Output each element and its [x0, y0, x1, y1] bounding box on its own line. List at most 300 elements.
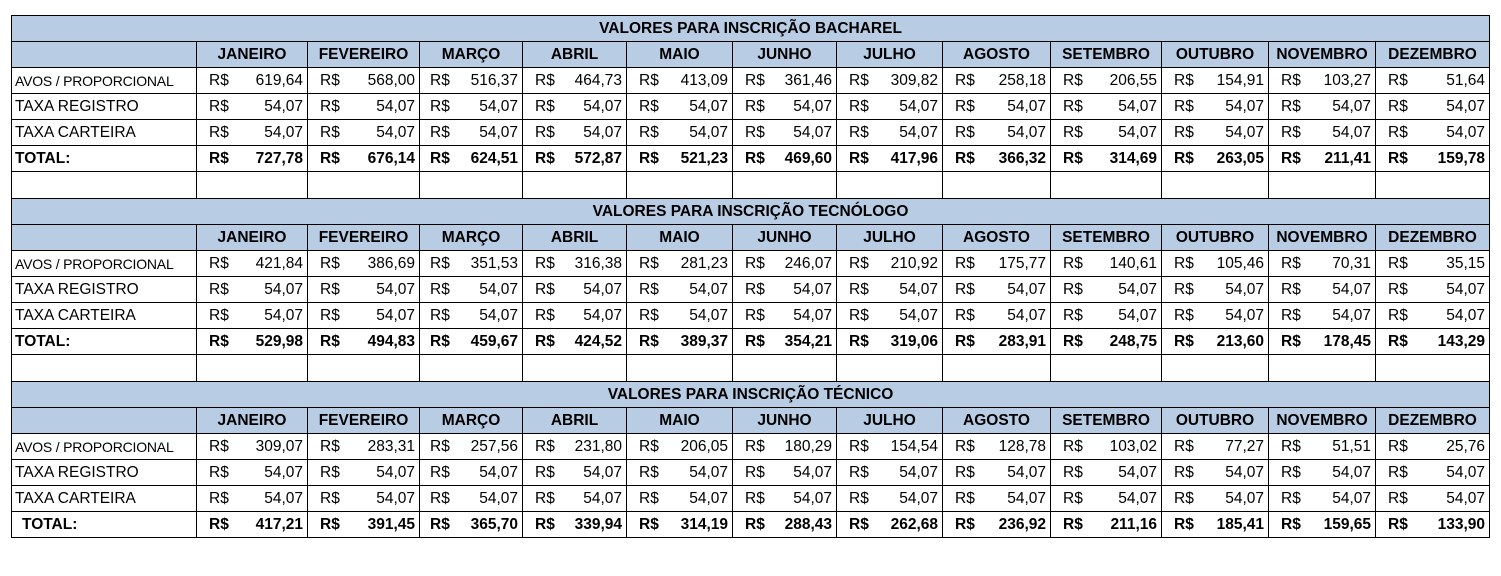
- value-cell[interactable]: [1376, 303, 1490, 329]
- currency-symbol: R$: [849, 71, 869, 89]
- amount: 258,18: [998, 71, 1046, 89]
- value-cell[interactable]: [197, 460, 308, 486]
- total-value-cell[interactable]: [1051, 329, 1162, 355]
- currency-symbol: R$: [1281, 332, 1301, 350]
- value-cell[interactable]: [420, 486, 523, 512]
- amount: 354,21: [784, 332, 832, 350]
- fee-row: [12, 94, 1490, 120]
- value-cell[interactable]: [1269, 120, 1376, 146]
- empty-cell[interactable]: [733, 172, 837, 199]
- value-cell[interactable]: [943, 303, 1051, 329]
- currency-symbol: R$: [430, 280, 450, 298]
- total-value-cell[interactable]: [523, 512, 627, 538]
- value-cell[interactable]: [943, 94, 1051, 120]
- value-cell[interactable]: [1162, 277, 1269, 303]
- amount: 54,07: [479, 123, 518, 141]
- value-cell[interactable]: [627, 68, 733, 94]
- amount: 314,69: [1109, 149, 1157, 167]
- currency-symbol: R$: [209, 306, 229, 324]
- value-cell[interactable]: [627, 434, 733, 460]
- amount: 143,29: [1437, 332, 1486, 350]
- amount: 175,77: [998, 254, 1046, 272]
- currency-symbol: R$: [745, 306, 765, 324]
- amount: 521,23: [680, 149, 728, 167]
- amount: 339,94: [574, 515, 622, 533]
- value-cell[interactable]: [308, 486, 420, 512]
- value-cell[interactable]: [523, 434, 627, 460]
- currency-symbol: R$: [209, 71, 229, 89]
- month-header: JANEIRO: [197, 408, 308, 434]
- currency-symbol: R$: [209, 254, 229, 272]
- currency-symbol: R$: [209, 515, 229, 533]
- amount: 54,07: [479, 97, 518, 115]
- amount: 529,98: [255, 332, 303, 350]
- empty-cell[interactable]: [420, 172, 523, 199]
- currency-symbol: R$: [320, 463, 340, 481]
- value-cell[interactable]: [1162, 120, 1269, 146]
- value-cell[interactable]: [1376, 68, 1490, 94]
- value-cell[interactable]: [523, 303, 627, 329]
- currency-symbol: R$: [1281, 149, 1301, 167]
- currency-symbol: R$: [209, 123, 229, 141]
- currency-symbol: R$: [535, 123, 555, 141]
- amount: 361,46: [784, 71, 832, 89]
- amount: 133,90: [1437, 515, 1486, 533]
- month-header-row: [12, 225, 1490, 251]
- currency-symbol: R$: [1063, 254, 1083, 272]
- value-cell[interactable]: [1051, 486, 1162, 512]
- value-cell[interactable]: [197, 486, 308, 512]
- value-cell[interactable]: [1162, 460, 1269, 486]
- currency-symbol: R$: [535, 254, 555, 272]
- value-cell[interactable]: [733, 251, 837, 277]
- amount: 213,60: [1216, 332, 1264, 350]
- fee-row: [12, 251, 1490, 277]
- value-cell[interactable]: [523, 120, 627, 146]
- currency-symbol: R$: [209, 437, 229, 455]
- value-cell[interactable]: [837, 120, 943, 146]
- total-value-cell[interactable]: [627, 512, 733, 538]
- month-header: MARÇO: [420, 408, 523, 434]
- currency-symbol: R$: [430, 515, 450, 533]
- value-cell[interactable]: [523, 460, 627, 486]
- total-value-cell[interactable]: [1051, 146, 1162, 172]
- currency-symbol: R$: [745, 254, 765, 272]
- empty-cell[interactable]: [733, 355, 837, 382]
- currency-symbol: R$: [209, 149, 229, 167]
- amount: 54,07: [1446, 280, 1486, 298]
- month-header: AGOSTO: [943, 225, 1051, 251]
- value-cell[interactable]: [1051, 277, 1162, 303]
- amount: 54,07: [376, 306, 415, 324]
- value-cell[interactable]: [308, 460, 420, 486]
- value-cell[interactable]: [627, 277, 733, 303]
- empty-cell[interactable]: [197, 172, 308, 199]
- value-cell[interactable]: [420, 251, 523, 277]
- total-value-cell[interactable]: [197, 512, 308, 538]
- total-value-cell[interactable]: [1162, 512, 1269, 538]
- amount: 309,07: [255, 437, 303, 455]
- value-cell[interactable]: [943, 68, 1051, 94]
- currency-symbol: R$: [639, 332, 659, 350]
- value-cell[interactable]: [1376, 94, 1490, 120]
- value-cell[interactable]: [1269, 486, 1376, 512]
- value-cell[interactable]: [420, 460, 523, 486]
- total-value-cell[interactable]: [420, 146, 523, 172]
- value-cell[interactable]: [523, 251, 627, 277]
- total-value-cell[interactable]: [1269, 512, 1376, 538]
- value-cell[interactable]: [1269, 68, 1376, 94]
- empty-cell[interactable]: [1376, 172, 1490, 199]
- total-value-cell[interactable]: [308, 329, 420, 355]
- empty-cell[interactable]: [1051, 172, 1162, 199]
- amount: 54,07: [689, 489, 728, 507]
- currency-symbol: R$: [1388, 149, 1408, 167]
- section-title: VALORES PARA INSCRIÇÃO BACHAREL: [12, 16, 1490, 42]
- currency-symbol: R$: [639, 463, 659, 481]
- value-cell[interactable]: [420, 120, 523, 146]
- month-header-row: [12, 408, 1490, 434]
- total-value-cell[interactable]: [308, 512, 420, 538]
- value-cell[interactable]: [733, 303, 837, 329]
- empty-cell[interactable]: [1376, 355, 1490, 382]
- total-value-cell[interactable]: [420, 512, 523, 538]
- value-cell[interactable]: [197, 120, 308, 146]
- empty-cell[interactable]: [1162, 355, 1269, 382]
- value-cell[interactable]: [943, 251, 1051, 277]
- value-cell[interactable]: [197, 303, 308, 329]
- total-value-cell[interactable]: [1376, 146, 1490, 172]
- value-cell[interactable]: [733, 460, 837, 486]
- amount: 51,64: [1446, 71, 1486, 89]
- total-value-cell[interactable]: [523, 146, 627, 172]
- amount: 54,07: [1332, 463, 1371, 481]
- amount: 424,52: [574, 332, 622, 350]
- currency-symbol: R$: [849, 515, 869, 533]
- row-label: AVOS / PROPORCIONAL: [12, 251, 197, 277]
- value-cell[interactable]: [308, 251, 420, 277]
- value-cell[interactable]: [523, 94, 627, 120]
- empty-cell[interactable]: [1162, 172, 1269, 199]
- total-value-cell[interactable]: [943, 512, 1051, 538]
- amount: 386,69: [367, 254, 415, 272]
- header-empty-cell: [12, 42, 197, 68]
- currency-symbol: R$: [535, 463, 555, 481]
- total-value-cell[interactable]: [733, 146, 837, 172]
- empty-cell[interactable]: [943, 355, 1051, 382]
- total-value-cell[interactable]: [1051, 512, 1162, 538]
- amount: 314,19: [680, 515, 728, 533]
- total-value-cell[interactable]: [1269, 329, 1376, 355]
- month-header: NOVEMBRO: [1269, 225, 1376, 251]
- amount: 54,07: [376, 97, 415, 115]
- value-cell[interactable]: [420, 277, 523, 303]
- amount: 469,60: [784, 149, 832, 167]
- value-cell[interactable]: [627, 486, 733, 512]
- value-cell[interactable]: [1376, 120, 1490, 146]
- empty-cell[interactable]: [12, 355, 197, 382]
- month-header: JULHO: [837, 225, 943, 251]
- month-header: OUTUBRO: [1162, 42, 1269, 68]
- total-value-cell[interactable]: [627, 329, 733, 355]
- value-cell[interactable]: [1051, 94, 1162, 120]
- value-cell[interactable]: [1051, 434, 1162, 460]
- value-cell[interactable]: [1051, 303, 1162, 329]
- currency-symbol: R$: [849, 306, 869, 324]
- value-cell[interactable]: [837, 486, 943, 512]
- amount: 54,07: [1446, 489, 1486, 507]
- empty-cell[interactable]: [420, 355, 523, 382]
- amount: 54,07: [376, 489, 415, 507]
- value-cell[interactable]: [1051, 251, 1162, 277]
- value-cell[interactable]: [837, 251, 943, 277]
- amount: 54,07: [899, 463, 938, 481]
- currency-symbol: R$: [1174, 123, 1194, 141]
- total-value-cell[interactable]: [1162, 146, 1269, 172]
- total-value-cell[interactable]: [837, 146, 943, 172]
- section-title-row: [12, 199, 1490, 225]
- value-cell[interactable]: [627, 460, 733, 486]
- amount: 211,41: [1324, 149, 1371, 167]
- total-value-cell[interactable]: [733, 512, 837, 538]
- currency-symbol: R$: [209, 463, 229, 481]
- amount: 54,07: [479, 463, 518, 481]
- currency-symbol: R$: [1388, 254, 1408, 272]
- value-cell[interactable]: [943, 277, 1051, 303]
- value-cell[interactable]: [837, 94, 943, 120]
- value-cell[interactable]: [1162, 434, 1269, 460]
- currency-symbol: R$: [535, 332, 555, 350]
- currency-symbol: R$: [535, 437, 555, 455]
- value-cell[interactable]: [523, 486, 627, 512]
- value-cell[interactable]: [197, 251, 308, 277]
- empty-cell[interactable]: [1051, 355, 1162, 382]
- total-label: TOTAL:: [12, 329, 197, 355]
- value-cell[interactable]: [1162, 486, 1269, 512]
- total-value-cell[interactable]: [1269, 146, 1376, 172]
- empty-cell[interactable]: [197, 355, 308, 382]
- value-cell[interactable]: [1269, 303, 1376, 329]
- value-cell[interactable]: [1269, 251, 1376, 277]
- value-cell[interactable]: [1269, 94, 1376, 120]
- value-cell[interactable]: [837, 277, 943, 303]
- month-header: FEVEREIRO: [308, 408, 420, 434]
- value-cell[interactable]: [308, 68, 420, 94]
- currency-symbol: R$: [849, 463, 869, 481]
- currency-symbol: R$: [320, 280, 340, 298]
- value-cell[interactable]: [308, 277, 420, 303]
- empty-cell[interactable]: [943, 172, 1051, 199]
- value-cell[interactable]: [197, 277, 308, 303]
- empty-cell[interactable]: [523, 355, 627, 382]
- header-empty-cell: [12, 225, 197, 251]
- amount: 54,07: [583, 97, 622, 115]
- value-cell[interactable]: [420, 434, 523, 460]
- value-cell[interactable]: [1376, 251, 1490, 277]
- currency-symbol: R$: [955, 71, 975, 89]
- empty-cell[interactable]: [12, 172, 197, 199]
- value-cell[interactable]: [627, 120, 733, 146]
- empty-cell[interactable]: [1269, 172, 1376, 199]
- amount: 417,96: [890, 149, 938, 167]
- currency-symbol: R$: [1388, 332, 1408, 350]
- currency-symbol: R$: [639, 97, 659, 115]
- amount: 54,07: [479, 280, 518, 298]
- empty-cell[interactable]: [523, 172, 627, 199]
- value-cell[interactable]: [733, 277, 837, 303]
- value-cell[interactable]: [308, 94, 420, 120]
- value-cell[interactable]: [308, 434, 420, 460]
- empty-cell[interactable]: [308, 355, 420, 382]
- total-label: TOTAL:: [12, 512, 197, 538]
- value-cell[interactable]: [1376, 277, 1490, 303]
- value-cell[interactable]: [943, 460, 1051, 486]
- value-cell[interactable]: [197, 434, 308, 460]
- value-cell[interactable]: [1269, 434, 1376, 460]
- value-cell[interactable]: [523, 277, 627, 303]
- value-cell[interactable]: [308, 120, 420, 146]
- value-cell[interactable]: [837, 68, 943, 94]
- value-cell[interactable]: [943, 486, 1051, 512]
- month-header: ABRIL: [523, 225, 627, 251]
- total-value-cell[interactable]: [197, 329, 308, 355]
- value-cell[interactable]: [1051, 460, 1162, 486]
- value-cell[interactable]: [1162, 68, 1269, 94]
- value-cell[interactable]: [627, 94, 733, 120]
- empty-cell[interactable]: [308, 172, 420, 199]
- total-row: [12, 146, 1490, 172]
- month-header: JULHO: [837, 42, 943, 68]
- amount: 210,92: [890, 254, 938, 272]
- amount: 283,31: [367, 437, 415, 455]
- amount: 154,91: [1216, 71, 1264, 89]
- currency-symbol: R$: [1063, 123, 1083, 141]
- amount: 54,07: [1118, 97, 1157, 115]
- total-value-cell[interactable]: [308, 146, 420, 172]
- total-value-cell[interactable]: [420, 329, 523, 355]
- month-header: DEZEMBRO: [1376, 408, 1490, 434]
- value-cell[interactable]: [1269, 277, 1376, 303]
- row-label: TAXA CARTEIRA: [12, 303, 197, 329]
- currency-symbol: R$: [955, 254, 975, 272]
- value-cell[interactable]: [197, 68, 308, 94]
- row-label: TAXA CARTEIRA: [12, 120, 197, 146]
- value-cell[interactable]: [197, 94, 308, 120]
- value-cell[interactable]: [837, 303, 943, 329]
- total-value-cell[interactable]: [1376, 329, 1490, 355]
- value-cell[interactable]: [1162, 303, 1269, 329]
- empty-cell[interactable]: [627, 355, 733, 382]
- total-value-cell[interactable]: [733, 329, 837, 355]
- value-cell[interactable]: [1376, 460, 1490, 486]
- fee-table: [11, 15, 1490, 538]
- amount: 54,07: [1446, 306, 1486, 324]
- total-value-cell[interactable]: [523, 329, 627, 355]
- total-value-cell[interactable]: [837, 512, 943, 538]
- empty-cell[interactable]: [837, 172, 943, 199]
- value-cell[interactable]: [420, 68, 523, 94]
- amount: 54,07: [689, 280, 728, 298]
- value-cell[interactable]: [1162, 94, 1269, 120]
- currency-symbol: R$: [430, 149, 450, 167]
- amount: 54,07: [1332, 489, 1371, 507]
- month-header: DEZEMBRO: [1376, 225, 1490, 251]
- currency-symbol: R$: [1174, 306, 1194, 324]
- amount: 103,27: [1323, 71, 1371, 89]
- currency-symbol: R$: [1388, 437, 1408, 455]
- empty-cell[interactable]: [627, 172, 733, 199]
- total-value-cell[interactable]: [837, 329, 943, 355]
- value-cell[interactable]: [733, 94, 837, 120]
- currency-symbol: R$: [1388, 515, 1408, 533]
- amount: 246,07: [784, 254, 832, 272]
- currency-symbol: R$: [745, 149, 765, 167]
- currency-symbol: R$: [1281, 515, 1301, 533]
- amount: 185,41: [1216, 515, 1264, 533]
- total-value-cell[interactable]: [943, 329, 1051, 355]
- total-value-cell[interactable]: [627, 146, 733, 172]
- currency-symbol: R$: [1388, 463, 1408, 481]
- value-cell[interactable]: [1051, 120, 1162, 146]
- spacer-row: [12, 172, 1490, 199]
- month-header: NOVEMBRO: [1269, 408, 1376, 434]
- value-cell[interactable]: [733, 486, 837, 512]
- value-cell[interactable]: [943, 434, 1051, 460]
- value-cell[interactable]: [627, 251, 733, 277]
- value-cell[interactable]: [420, 303, 523, 329]
- currency-symbol: R$: [1174, 71, 1194, 89]
- value-cell[interactable]: [733, 68, 837, 94]
- value-cell[interactable]: [420, 94, 523, 120]
- total-value-cell[interactable]: [1162, 329, 1269, 355]
- amount: 54,07: [899, 280, 938, 298]
- total-value-cell[interactable]: [943, 146, 1051, 172]
- amount: 54,07: [376, 463, 415, 481]
- value-cell[interactable]: [943, 120, 1051, 146]
- empty-cell[interactable]: [837, 355, 943, 382]
- amount: 54,07: [793, 489, 832, 507]
- value-cell[interactable]: [1162, 251, 1269, 277]
- month-header: MAIO: [627, 225, 733, 251]
- currency-symbol: R$: [535, 280, 555, 298]
- value-cell[interactable]: [733, 120, 837, 146]
- total-value-cell[interactable]: [197, 146, 308, 172]
- month-header: JUNHO: [733, 225, 837, 251]
- value-cell[interactable]: [1269, 460, 1376, 486]
- currency-symbol: R$: [1174, 149, 1194, 167]
- value-cell[interactable]: [837, 460, 943, 486]
- month-header: JANEIRO: [197, 225, 308, 251]
- value-cell[interactable]: [1051, 68, 1162, 94]
- value-cell[interactable]: [627, 303, 733, 329]
- currency-symbol: R$: [639, 306, 659, 324]
- value-cell[interactable]: [837, 434, 943, 460]
- value-cell[interactable]: [1376, 486, 1490, 512]
- total-value-cell[interactable]: [1376, 512, 1490, 538]
- value-cell[interactable]: [308, 303, 420, 329]
- amount: 572,87: [574, 149, 622, 167]
- amount: 54,07: [376, 280, 415, 298]
- currency-symbol: R$: [535, 515, 555, 533]
- value-cell[interactable]: [523, 68, 627, 94]
- amount: 54,07: [1118, 489, 1157, 507]
- empty-cell[interactable]: [1269, 355, 1376, 382]
- amount: 316,38: [574, 254, 622, 272]
- amount: 54,07: [899, 123, 938, 141]
- value-cell[interactable]: [1376, 434, 1490, 460]
- month-header: FEVEREIRO: [308, 225, 420, 251]
- value-cell[interactable]: [733, 434, 837, 460]
